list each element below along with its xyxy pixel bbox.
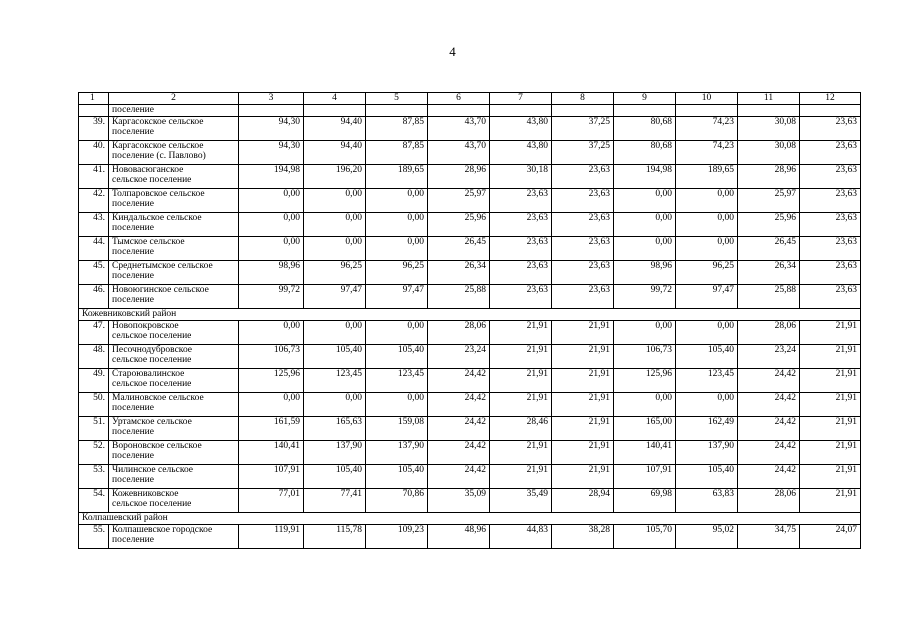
- header-cell: 11: [738, 93, 800, 105]
- settlement-name-line: поселение: [112, 271, 154, 281]
- value-cell: 107,91: [239, 465, 304, 489]
- settlement-name-line: Киндальское сельское: [112, 213, 202, 223]
- value-cell: 105,40: [676, 345, 738, 369]
- value-cell: 24,42: [738, 369, 800, 393]
- value-cell: 24,42: [738, 441, 800, 465]
- value-cell: 21,91: [552, 465, 614, 489]
- value-cell: 74,23: [676, 117, 738, 141]
- value-cell: 24,42: [428, 417, 490, 441]
- value-cell: 21,91: [552, 345, 614, 369]
- value-cell: 28,06: [428, 321, 490, 345]
- settlement-name-line: сельское поселение: [112, 175, 192, 185]
- value-cell: 21,91: [800, 465, 861, 489]
- value-cell: 25,88: [428, 285, 490, 309]
- value-cell: 26,45: [738, 237, 800, 261]
- settlement-name-line: поселение: [112, 295, 154, 305]
- value-cell: 24,42: [428, 369, 490, 393]
- value-cell: 162,49: [676, 417, 738, 441]
- value-cell: 24,42: [738, 417, 800, 441]
- table-row: [79, 525, 861, 549]
- continuation-text: поселение: [109, 105, 239, 117]
- value-cell: 0,00: [614, 189, 676, 213]
- value-cell: 161,59: [239, 417, 304, 441]
- value-cell: 21,91: [800, 441, 861, 465]
- value-cell: 196,20: [304, 165, 366, 189]
- value-cell: 0,00: [676, 237, 738, 261]
- row-number: 52.: [79, 441, 109, 465]
- value-cell: 97,47: [676, 285, 738, 309]
- row-number: 53.: [79, 465, 109, 489]
- district-row: [79, 309, 861, 321]
- settlement-name-line: поселение: [112, 535, 154, 545]
- value-cell: 37,25: [552, 141, 614, 165]
- value-cell: 21,91: [800, 393, 861, 417]
- value-cell: 21,91: [490, 321, 552, 345]
- value-cell: 26,45: [428, 237, 490, 261]
- value-cell: 21,91: [552, 441, 614, 465]
- value-cell: 0,00: [304, 213, 366, 237]
- value-cell: 97,47: [366, 285, 428, 309]
- value-cell: 0,00: [304, 393, 366, 417]
- settlement-name-line: поселение: [112, 127, 154, 137]
- settlement-name-line: поселение: [112, 403, 154, 413]
- value-cell: 24,42: [428, 465, 490, 489]
- row-number: 54.: [79, 489, 109, 513]
- value-cell: 35,09: [428, 489, 490, 513]
- value-cell: 125,96: [239, 369, 304, 393]
- settlement-name: [109, 489, 239, 513]
- table-row: [79, 441, 861, 465]
- settlement-name-line: поселение: [112, 427, 154, 437]
- value-cell: 74,23: [676, 141, 738, 165]
- value-cell: 99,72: [614, 285, 676, 309]
- value-cell: 99,72: [239, 285, 304, 309]
- empty-cell: [800, 105, 861, 117]
- value-cell: 96,25: [676, 261, 738, 285]
- value-cell: 23,63: [800, 141, 861, 165]
- settlement-name-line: сельское поселение: [112, 355, 192, 365]
- table-row: [79, 237, 861, 261]
- settlement-name-line: сельское поселение: [112, 331, 192, 341]
- value-cell: 0,00: [366, 237, 428, 261]
- settlement-name-line: Малиновское сельское: [112, 393, 204, 403]
- value-cell: 87,85: [366, 141, 428, 165]
- settlement-name-line: сельское поселение: [112, 379, 192, 389]
- value-cell: 23,63: [552, 165, 614, 189]
- tariff-table: [78, 92, 861, 549]
- value-cell: 21,91: [800, 417, 861, 441]
- settlement-name: [109, 417, 239, 441]
- empty-cell: [552, 105, 614, 117]
- value-cell: 23,63: [490, 261, 552, 285]
- district-name: Колпашевский район: [79, 513, 861, 525]
- settlement-name-line: поселение: [112, 475, 154, 485]
- value-cell: 23,63: [552, 261, 614, 285]
- row-number: 44.: [79, 237, 109, 261]
- header-cell: 5: [366, 93, 428, 105]
- value-cell: 24,42: [738, 465, 800, 489]
- table-row: [79, 489, 861, 513]
- value-cell: 24,42: [428, 441, 490, 465]
- settlement-name-line: Тымское сельское: [112, 237, 185, 247]
- settlement-name-line: Новопокровское: [112, 321, 179, 331]
- table-row: [79, 141, 861, 165]
- settlement-name-line: Среднетымское сельское: [112, 261, 213, 271]
- value-cell: 24,42: [738, 393, 800, 417]
- value-cell: 34,75: [738, 525, 800, 549]
- value-cell: 123,45: [366, 369, 428, 393]
- value-cell: 77,01: [239, 489, 304, 513]
- value-cell: 194,98: [239, 165, 304, 189]
- row-number: 49.: [79, 369, 109, 393]
- value-cell: 105,70: [614, 525, 676, 549]
- settlement-name-line: Каргасокское сельское: [112, 141, 204, 151]
- empty-cell: [79, 105, 109, 117]
- value-cell: 28,96: [428, 165, 490, 189]
- settlement-name-line: Нововасюганское: [112, 165, 184, 175]
- empty-cell: [738, 105, 800, 117]
- settlement-name: [109, 441, 239, 465]
- settlement-name-line: сельское поселение: [112, 499, 192, 509]
- row-number: 48.: [79, 345, 109, 369]
- value-cell: 137,90: [366, 441, 428, 465]
- row-number: 39.: [79, 117, 109, 141]
- settlement-name: [109, 213, 239, 237]
- settlement-name-line: Толпаровское сельское: [112, 189, 205, 199]
- value-cell: 63,83: [676, 489, 738, 513]
- header-cell: 7: [490, 93, 552, 105]
- value-cell: 96,25: [304, 261, 366, 285]
- settlement-name: [109, 525, 239, 549]
- value-cell: 23,63: [800, 165, 861, 189]
- value-cell: 23,63: [800, 237, 861, 261]
- value-cell: 23,63: [552, 237, 614, 261]
- settlement-name-line: поселение (с. Павлово): [112, 151, 206, 161]
- empty-cell: [676, 105, 738, 117]
- value-cell: 21,91: [800, 321, 861, 345]
- value-cell: 0,00: [366, 189, 428, 213]
- value-cell: 94,30: [239, 141, 304, 165]
- value-cell: 189,65: [676, 165, 738, 189]
- value-cell: 24,07: [800, 525, 861, 549]
- value-cell: 23,24: [738, 345, 800, 369]
- settlement-name: [109, 141, 239, 165]
- value-cell: 28,06: [738, 321, 800, 345]
- value-cell: 97,47: [304, 285, 366, 309]
- settlement-name: [109, 393, 239, 417]
- table-row: [79, 189, 861, 213]
- value-cell: 23,63: [800, 189, 861, 213]
- settlement-name: [109, 261, 239, 285]
- value-cell: 0,00: [239, 237, 304, 261]
- value-cell: 0,00: [239, 189, 304, 213]
- value-cell: 21,91: [800, 345, 861, 369]
- value-cell: 23,63: [800, 261, 861, 285]
- value-cell: 0,00: [614, 237, 676, 261]
- value-cell: 98,96: [614, 261, 676, 285]
- value-cell: 35,49: [490, 489, 552, 513]
- row-number: 43.: [79, 213, 109, 237]
- value-cell: 23,63: [490, 213, 552, 237]
- row-number: 55.: [79, 525, 109, 549]
- value-cell: 105,40: [304, 465, 366, 489]
- value-cell: 28,06: [738, 489, 800, 513]
- value-cell: 23,63: [490, 285, 552, 309]
- value-cell: 105,40: [366, 345, 428, 369]
- settlement-name: [109, 345, 239, 369]
- table-row: [79, 369, 861, 393]
- value-cell: 115,78: [304, 525, 366, 549]
- table-row: [79, 417, 861, 441]
- settlement-name: [109, 165, 239, 189]
- empty-cell: [614, 105, 676, 117]
- settlement-name-line: Песочнодубровское: [112, 345, 193, 355]
- value-cell: 23,63: [490, 189, 552, 213]
- table-row: [79, 261, 861, 285]
- value-cell: 21,91: [490, 465, 552, 489]
- settlement-name-line: Каргасокское сельское: [112, 117, 204, 127]
- value-cell: 26,34: [428, 261, 490, 285]
- settlement-name: [109, 369, 239, 393]
- value-cell: 23,24: [428, 345, 490, 369]
- value-cell: 106,73: [239, 345, 304, 369]
- value-cell: 23,63: [552, 189, 614, 213]
- value-cell: 109,23: [366, 525, 428, 549]
- row-number: 46.: [79, 285, 109, 309]
- value-cell: 43,70: [428, 117, 490, 141]
- continuation-row: [79, 105, 861, 117]
- value-cell: 0,00: [614, 213, 676, 237]
- value-cell: 105,40: [676, 465, 738, 489]
- value-cell: 0,00: [304, 321, 366, 345]
- value-cell: 94,40: [304, 117, 366, 141]
- value-cell: 0,00: [614, 393, 676, 417]
- value-cell: 96,25: [366, 261, 428, 285]
- header-row: [79, 93, 861, 105]
- header-cell: 8: [552, 93, 614, 105]
- value-cell: 119,91: [239, 525, 304, 549]
- value-cell: 28,96: [738, 165, 800, 189]
- header-cell: 3: [239, 93, 304, 105]
- settlement-name-line: поселение: [112, 451, 154, 461]
- page-number: 4: [449, 44, 456, 59]
- value-cell: 21,91: [490, 441, 552, 465]
- header-cell: 1: [79, 93, 109, 105]
- table-row: [79, 117, 861, 141]
- row-number: 40.: [79, 141, 109, 165]
- row-number: 50.: [79, 393, 109, 417]
- header-cell: 12: [800, 93, 861, 105]
- settlement-name-line: поселение: [112, 223, 154, 233]
- settlement-name-line: Уртамское сельское: [112, 417, 192, 427]
- value-cell: 105,40: [366, 465, 428, 489]
- empty-cell: [239, 105, 304, 117]
- value-cell: 125,96: [614, 369, 676, 393]
- settlement-name: [109, 285, 239, 309]
- value-cell: 137,90: [676, 441, 738, 465]
- value-cell: 23,63: [800, 285, 861, 309]
- value-cell: 165,00: [614, 417, 676, 441]
- value-cell: 94,40: [304, 141, 366, 165]
- value-cell: 0,00: [676, 189, 738, 213]
- value-cell: 0,00: [676, 213, 738, 237]
- settlement-name: [109, 189, 239, 213]
- row-number: 51.: [79, 417, 109, 441]
- value-cell: 26,34: [738, 261, 800, 285]
- value-cell: 21,91: [552, 369, 614, 393]
- value-cell: 28,94: [552, 489, 614, 513]
- empty-cell: [366, 105, 428, 117]
- value-cell: 43,80: [490, 141, 552, 165]
- empty-cell: [428, 105, 490, 117]
- row-number: 42.: [79, 189, 109, 213]
- value-cell: 21,91: [490, 393, 552, 417]
- settlement-name-line: Вороновское сельское: [112, 441, 202, 451]
- value-cell: 44,83: [490, 525, 552, 549]
- value-cell: 37,25: [552, 117, 614, 141]
- value-cell: 106,73: [614, 345, 676, 369]
- value-cell: 194,98: [614, 165, 676, 189]
- value-cell: 28,46: [490, 417, 552, 441]
- value-cell: 105,40: [304, 345, 366, 369]
- value-cell: 107,91: [614, 465, 676, 489]
- value-cell: 48,96: [428, 525, 490, 549]
- value-cell: 43,80: [490, 117, 552, 141]
- value-cell: 0,00: [304, 237, 366, 261]
- value-cell: 77,41: [304, 489, 366, 513]
- value-cell: 30,08: [738, 117, 800, 141]
- table-row: [79, 285, 861, 309]
- header-cell: 9: [614, 93, 676, 105]
- value-cell: 0,00: [676, 321, 738, 345]
- settlement-name: [109, 321, 239, 345]
- table-row: [79, 465, 861, 489]
- value-cell: 140,41: [614, 441, 676, 465]
- value-cell: 0,00: [239, 213, 304, 237]
- district-name: Кожевниковский район: [79, 309, 861, 321]
- value-cell: 140,41: [239, 441, 304, 465]
- value-cell: 23,63: [800, 117, 861, 141]
- settlement-name-line: Колпашевское городское: [112, 525, 213, 535]
- header-cell: 2: [109, 93, 239, 105]
- settlement-name-line: Новоюгинское сельское: [112, 285, 209, 295]
- value-cell: 30,18: [490, 165, 552, 189]
- settlement-name-line: поселение: [112, 247, 154, 257]
- value-cell: 70,86: [366, 489, 428, 513]
- value-cell: 21,91: [490, 369, 552, 393]
- header-cell: 4: [304, 93, 366, 105]
- value-cell: 23,63: [490, 237, 552, 261]
- value-cell: 21,91: [552, 321, 614, 345]
- value-cell: 98,96: [239, 261, 304, 285]
- settlement-name: [109, 117, 239, 141]
- value-cell: 21,91: [800, 489, 861, 513]
- value-cell: 95,02: [676, 525, 738, 549]
- value-cell: 159,08: [366, 417, 428, 441]
- value-cell: 21,91: [800, 369, 861, 393]
- value-cell: 123,45: [676, 369, 738, 393]
- value-cell: 21,91: [552, 417, 614, 441]
- value-cell: 0,00: [304, 189, 366, 213]
- settlement-name-line: Староювалинское: [112, 369, 185, 379]
- value-cell: 0,00: [239, 321, 304, 345]
- empty-cell: [490, 105, 552, 117]
- value-cell: 0,00: [676, 393, 738, 417]
- value-cell: 25,88: [738, 285, 800, 309]
- value-cell: 0,00: [614, 321, 676, 345]
- settlement-name-line: поселение: [112, 199, 154, 209]
- table-row: [79, 393, 861, 417]
- table-row: [79, 165, 861, 189]
- settlement-name-line: Чилинское сельское: [112, 465, 194, 475]
- value-cell: 23,63: [800, 213, 861, 237]
- value-cell: 80,68: [614, 141, 676, 165]
- value-cell: 0,00: [366, 213, 428, 237]
- header-cell: 10: [676, 93, 738, 105]
- value-cell: 38,28: [552, 525, 614, 549]
- value-cell: 21,91: [552, 393, 614, 417]
- value-cell: 80,68: [614, 117, 676, 141]
- value-cell: 0,00: [239, 393, 304, 417]
- value-cell: 23,63: [552, 213, 614, 237]
- value-cell: 189,65: [366, 165, 428, 189]
- value-cell: 165,63: [304, 417, 366, 441]
- table-row: [79, 213, 861, 237]
- settlement-name-line: Кожевниковское: [112, 489, 179, 499]
- row-number: 47.: [79, 321, 109, 345]
- header-cell: 6: [428, 93, 490, 105]
- value-cell: 30,08: [738, 141, 800, 165]
- value-cell: 25,96: [428, 213, 490, 237]
- value-cell: 25,97: [738, 189, 800, 213]
- value-cell: 137,90: [304, 441, 366, 465]
- district-row: [79, 513, 861, 525]
- table-row: [79, 321, 861, 345]
- settlement-name: [109, 465, 239, 489]
- value-cell: 0,00: [366, 393, 428, 417]
- table-row: [79, 345, 861, 369]
- settlement-name: [109, 237, 239, 261]
- value-cell: 0,00: [366, 321, 428, 345]
- value-cell: 43,70: [428, 141, 490, 165]
- value-cell: 21,91: [490, 345, 552, 369]
- value-cell: 94,30: [239, 117, 304, 141]
- value-cell: 69,98: [614, 489, 676, 513]
- empty-cell: [304, 105, 366, 117]
- value-cell: 25,97: [428, 189, 490, 213]
- value-cell: 24,42: [428, 393, 490, 417]
- row-number: 41.: [79, 165, 109, 189]
- value-cell: 87,85: [366, 117, 428, 141]
- value-cell: 23,63: [552, 285, 614, 309]
- value-cell: 25,96: [738, 213, 800, 237]
- value-cell: 123,45: [304, 369, 366, 393]
- row-number: 45.: [79, 261, 109, 285]
